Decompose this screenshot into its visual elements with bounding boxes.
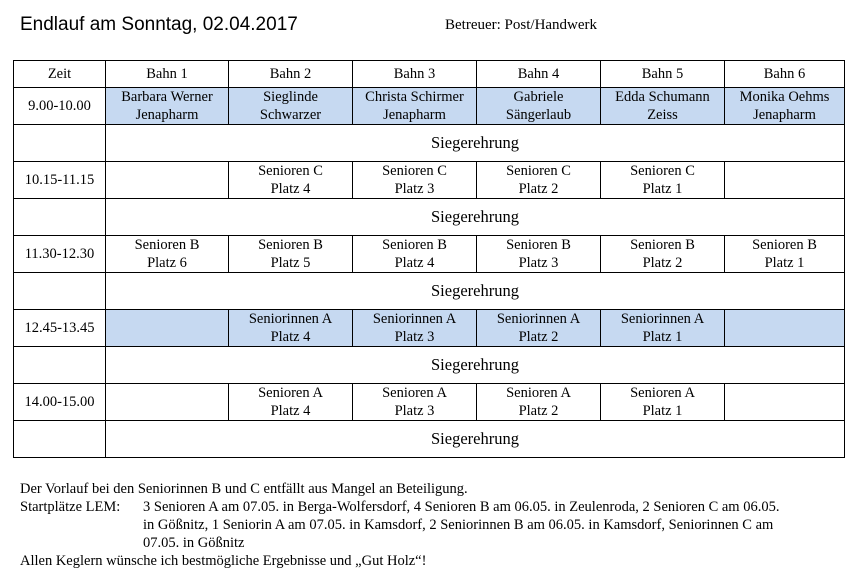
startplaetze-line: 3 Senioren A am 07.05. in Berga-Wolfersdorf, 4 Senioren B am 06.05. in Zeulenroda, 2 Senioren C am 06.05. bbox=[143, 499, 780, 515]
lane-cell bbox=[601, 310, 725, 347]
lane-cell bbox=[725, 88, 845, 125]
cell-line-1: Seniorinnen A bbox=[372, 311, 457, 327]
cell-line-2: Platz 1 bbox=[642, 403, 683, 419]
table-row bbox=[14, 236, 845, 273]
lane-cell bbox=[106, 162, 229, 199]
table-row bbox=[14, 310, 845, 347]
cell-line-2: Platz 3 bbox=[518, 255, 559, 271]
vorlauf-note: Der Vorlauf bei den Seniorinnen B und C entfällt aus Mangel an Beteiligung. bbox=[20, 481, 468, 497]
cell-line-2: Platz 2 bbox=[518, 181, 559, 197]
cell-line-1: Senioren A bbox=[382, 385, 447, 401]
cell-line-1: Senioren C bbox=[258, 163, 323, 179]
cell-line-1: Senioren A bbox=[630, 385, 695, 401]
cell-line-1: Seniorinnen A bbox=[620, 311, 705, 327]
startplaetze-label: Startplätze LEM: bbox=[20, 499, 121, 515]
cell-line-2: Schwarzer bbox=[259, 107, 322, 123]
award-row bbox=[14, 125, 845, 162]
lane-cell bbox=[477, 310, 601, 347]
lane-cell bbox=[229, 384, 353, 421]
lane-cell bbox=[106, 384, 229, 421]
cell-line-2: Platz 4 bbox=[270, 403, 311, 419]
lane-cell bbox=[229, 310, 353, 347]
time-cell: 9.00-10.00 bbox=[14, 88, 106, 125]
cell-line-2: Platz 3 bbox=[394, 181, 435, 197]
cell-line-1: Senioren A bbox=[258, 385, 323, 401]
award-row bbox=[14, 273, 845, 310]
lane-cell bbox=[725, 384, 845, 421]
award-time-cell bbox=[14, 421, 106, 458]
cell-line-2: Platz 1 bbox=[764, 255, 805, 271]
lane-cell bbox=[353, 162, 477, 199]
page-title: Endlauf am Sonntag, 02.04.2017 bbox=[20, 14, 298, 35]
cell-line-2: Zeiss bbox=[647, 107, 678, 123]
award-row bbox=[14, 199, 845, 236]
lane-cell bbox=[601, 236, 725, 273]
award-row bbox=[14, 421, 845, 458]
cell-line-2: Platz 2 bbox=[518, 403, 559, 419]
time-cell: 10.15-11.15 bbox=[14, 162, 106, 199]
cell-line-2: Platz 1 bbox=[642, 329, 683, 345]
header-bahn-3: Bahn 3 bbox=[353, 61, 477, 88]
schedule-table bbox=[13, 60, 845, 458]
cell-line-2: Platz 4 bbox=[270, 329, 311, 345]
cell-line-2: Platz 5 bbox=[270, 255, 311, 271]
cell-line-1: Edda Schumann bbox=[615, 89, 710, 105]
header-bahn-6: Bahn 6 bbox=[725, 61, 845, 88]
cell-line-1: Gabriele bbox=[513, 89, 564, 105]
lane-cell bbox=[601, 162, 725, 199]
lane-cell bbox=[106, 310, 229, 347]
cell-line-2: Platz 2 bbox=[518, 329, 559, 345]
lane-cell bbox=[353, 88, 477, 125]
award-row bbox=[14, 347, 845, 384]
siegerehrung-label: Siegerehrung bbox=[106, 125, 845, 162]
header-bahn-2: Bahn 2 bbox=[229, 61, 353, 88]
table-row bbox=[14, 88, 845, 125]
startplaetze-block bbox=[20, 498, 853, 552]
cell-line-1: Senioren B bbox=[382, 237, 447, 253]
startplaetze-line: 07.05. in Gößnitz bbox=[143, 535, 245, 551]
siegerehrung-label: Siegerehrung bbox=[106, 421, 845, 458]
lane-cell bbox=[353, 236, 477, 273]
cell-line-2: Platz 4 bbox=[270, 181, 311, 197]
cell-line-1: Senioren B bbox=[258, 237, 323, 253]
betreuer-label: Betreuer: Post/Handwerk bbox=[445, 17, 598, 33]
cell-line-1: Senioren B bbox=[752, 237, 817, 253]
notes-section bbox=[20, 480, 853, 570]
lane-cell bbox=[477, 236, 601, 273]
time-cell: 12.45-13.45 bbox=[14, 310, 106, 347]
lane-cell bbox=[229, 236, 353, 273]
award-time-cell bbox=[14, 273, 106, 310]
lane-cell bbox=[477, 384, 601, 421]
cell-line-2: Platz 3 bbox=[394, 329, 435, 345]
lane-cell bbox=[106, 88, 229, 125]
lane-cell bbox=[353, 310, 477, 347]
cell-line-1: Senioren C bbox=[382, 163, 447, 179]
header-zeit: Zeit bbox=[14, 61, 106, 88]
siegerehrung-label: Siegerehrung bbox=[106, 347, 845, 384]
lane-cell bbox=[601, 88, 725, 125]
cell-line-2: Platz 6 bbox=[147, 255, 187, 271]
table-row bbox=[14, 162, 845, 199]
cell-line-2: Jenapharm bbox=[383, 107, 446, 123]
lane-cell bbox=[477, 162, 601, 199]
cell-line-1: Sieglinde bbox=[263, 89, 318, 105]
cell-line-1: Barbara Werner bbox=[121, 89, 213, 105]
cell-line-1: Senioren A bbox=[506, 385, 571, 401]
time-cell: 14.00-15.00 bbox=[14, 384, 106, 421]
cell-line-1: Christa Schirmer bbox=[365, 89, 464, 105]
cell-line-1: Senioren B bbox=[134, 237, 200, 253]
cell-line-1: Senioren B bbox=[630, 237, 695, 253]
cell-line-2: Sängerlaub bbox=[505, 107, 572, 123]
time-cell: 11.30-12.30 bbox=[14, 236, 106, 273]
cell-line-1: Monika Oehms bbox=[739, 89, 830, 105]
lane-cell bbox=[229, 162, 353, 199]
header-row bbox=[14, 61, 845, 88]
cell-line-1: Seniorinnen A bbox=[496, 311, 581, 327]
startplaetze-text bbox=[143, 498, 853, 552]
header-bahn-5: Bahn 5 bbox=[601, 61, 725, 88]
lane-cell bbox=[601, 384, 725, 421]
cell-line-1: Senioren B bbox=[506, 237, 571, 253]
award-time-cell bbox=[14, 125, 106, 162]
siegerehrung-label: Siegerehrung bbox=[106, 273, 845, 310]
cell-line-2: Jenapharm bbox=[753, 107, 816, 123]
lane-cell bbox=[725, 310, 845, 347]
table-row bbox=[14, 384, 845, 421]
lane-cell bbox=[477, 88, 601, 125]
award-time-cell bbox=[14, 199, 106, 236]
lane-cell bbox=[229, 88, 353, 125]
lane-cell bbox=[353, 384, 477, 421]
cell-line-2: Platz 3 bbox=[394, 403, 435, 419]
header-bahn-4: Bahn 4 bbox=[477, 61, 601, 88]
header-bahn-1: Bahn 1 bbox=[106, 61, 229, 88]
lane-cell bbox=[725, 162, 845, 199]
cell-line-1: Seniorinnen A bbox=[248, 311, 333, 327]
siegerehrung-label: Siegerehrung bbox=[106, 199, 845, 236]
award-time-cell bbox=[14, 347, 106, 384]
cell-line-1: Senioren C bbox=[630, 163, 695, 179]
lane-cell bbox=[106, 236, 229, 273]
startplaetze-line: in Gößnitz, 1 Seniorin A am 07.05. in Kamsdorf, 2 Seniorinnen B am 06.05. in Kamsdorf, Seniorinnen C am bbox=[143, 517, 774, 533]
cell-line-2: Platz 2 bbox=[642, 255, 683, 271]
cell-line-2: Jenapharm bbox=[135, 107, 199, 123]
closing-line: Allen Keglern wünsche ich bestmögliche Ergebnisse und „Gut Holz“! bbox=[20, 553, 427, 569]
cell-line-2: Platz 4 bbox=[394, 255, 435, 271]
cell-line-2: Platz 1 bbox=[642, 181, 683, 197]
lane-cell bbox=[725, 236, 845, 273]
cell-line-1: Senioren C bbox=[506, 163, 571, 179]
